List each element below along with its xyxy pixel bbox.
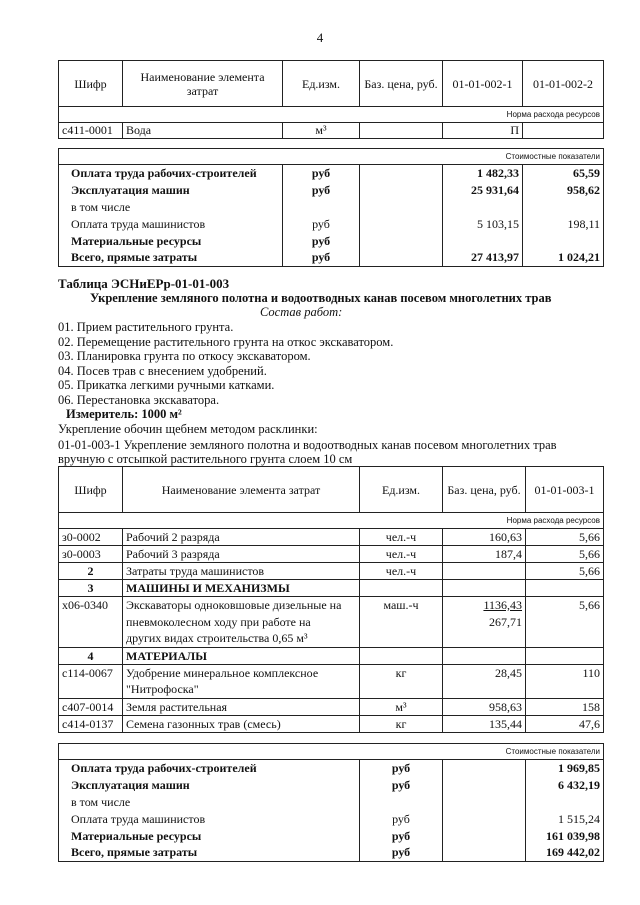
water-name: Вода [123,123,283,139]
resource-unit: чел.-ч [360,529,443,546]
resource-price [443,580,526,597]
resource-name: "Нитрофоска" [123,682,360,699]
water-col1: П [443,123,523,139]
cost-col1: 1 482,33 [443,165,523,182]
cost-col1: 1 515,24 [526,811,604,828]
cost-price [360,250,443,267]
header-code: Шифр [59,467,123,513]
cost-name: Материальные ресурсы [59,828,360,845]
resource-col1: 5,66 [526,546,604,563]
work-step: 05. Прикатка легкими ручными катками. [58,378,275,393]
resource-code: 3 [59,580,123,597]
resource-row [59,529,604,546]
resource-row [59,614,604,631]
header-col1: 01-01-003-1 [526,467,604,513]
work-step: 03. Планировка грунта по откосу экскаватором. [58,349,311,364]
cost-row [59,828,604,845]
note-line-3: вручную с отсыпкой растительного грунта слоем 10 см [58,452,353,466]
header-unit: Ед.изм. [283,61,360,107]
resource-unit [360,631,443,648]
resource-unit: чел.-ч [360,563,443,580]
cost-price [360,182,443,199]
resource-code: з0-0002 [59,529,123,546]
table-subtitle: Укрепление земляного полотна и водоотводных канав посевом многолетних трав [90,291,552,305]
cost-price [360,233,443,250]
cost-price [360,199,443,216]
resource-code: х06-0340 [59,597,123,614]
resource-col1 [526,648,604,665]
resource-price [443,648,526,665]
resource-code: с414-0137 [59,716,123,733]
cost-name: Эксплуатация машин [59,182,283,199]
resource-code [59,682,123,699]
resource-row [59,716,604,733]
cost-col2 [523,233,604,250]
cost-unit: руб [360,811,443,828]
cost-unit: руб [360,777,443,794]
resource-name: МАТЕРИАЛЫ [123,648,360,665]
cost-row [59,760,604,777]
cost-col2: 958,62 [523,182,604,199]
cost-col1 [443,233,523,250]
resource-price: 160,63 [443,529,526,546]
header-unit: Ед.изм. [360,467,443,513]
cost-price [443,845,526,862]
cost-price [443,811,526,828]
cost-col2: 1 024,21 [523,250,604,267]
resource-col1: 5,66 [526,563,604,580]
section-cost: Стоимостные показатели [59,744,604,760]
resource-col1: 5,66 [526,597,604,614]
cost-row [59,199,604,216]
resource-col1 [526,580,604,597]
cost-col1: 6 432,19 [526,777,604,794]
cost-col1: 25 931,64 [443,182,523,199]
cost-unit: руб [283,165,360,182]
resource-code: с114-0067 [59,665,123,682]
cost-row [59,182,604,199]
resource-name: Земля растительная [123,699,360,716]
resource-code [59,614,123,631]
resource-price: 187,4 [443,546,526,563]
resource-price: 267,71 [443,614,526,631]
cost-unit: руб [283,250,360,267]
cost-col1: 5 103,15 [443,216,523,233]
cost-unit: руб [360,828,443,845]
cost-unit [283,199,360,216]
cost-name: Всего, прямые затраты [59,845,360,862]
resource-price: 1136,43 [443,597,526,614]
header-code: Шифр [59,61,123,107]
cost-row [59,794,604,811]
table-01-01-002 [58,60,604,267]
resource-unit [360,580,443,597]
cost-col1: 1 969,85 [526,760,604,777]
resource-price [443,631,526,648]
cost-col1: 161 039,98 [526,828,604,845]
resource-name: Рабочий 2 разряда [123,529,360,546]
cost-unit: руб [360,760,443,777]
section-cost: Стоимостные показатели [59,149,604,165]
section-norm: Норма расхода ресурсов [59,513,604,529]
cost-col2: 65,59 [523,165,604,182]
resource-col1: 47,6 [526,716,604,733]
cost-name: в том числе [59,199,283,216]
resource-price [443,682,526,699]
cost-col1: 27 413,97 [443,250,523,267]
cost-row [59,216,604,233]
resource-row [59,563,604,580]
resource-name: других видах строительства 0,65 м³ [123,631,360,648]
cost-row [59,811,604,828]
resource-unit [360,614,443,631]
cost-name: Материальные ресурсы [59,233,283,250]
header-name: Наименование элемента затрат [123,61,283,107]
cost-name: Всего, прямые затраты [59,250,283,267]
note-line-2: 01-01-003-1 Укрепление земляного полотна и водоотводных канав посевом многолетних трав [58,438,557,452]
section-norm: Норма расхода ресурсов [59,107,604,123]
measure-unit: Измеритель: 1000 м² [66,407,182,421]
resource-row [59,597,604,614]
resource-name: Затраты труда машинистов [123,563,360,580]
cost-row [59,233,604,250]
cost-price [443,794,526,811]
cost-col2: 198,11 [523,216,604,233]
resource-col1: 158 [526,699,604,716]
cost-unit: руб [360,845,443,862]
resource-name: Удобрение минеральное комплексное [123,665,360,682]
cost-price [360,216,443,233]
cost-col1 [526,794,604,811]
cost-name: Оплата труда рабочих-строителей [59,760,360,777]
resource-unit: чел.-ч [360,546,443,563]
cost-price [443,760,526,777]
resource-row [59,580,604,597]
cost-name: Эксплуатация машин [59,777,360,794]
cost-unit: руб [283,182,360,199]
resource-name: пневмоколесном ходу при работе на [123,614,360,631]
resource-row [59,631,604,648]
work-step: 06. Перестановка экскаватора. [58,393,220,407]
work-step: 02. Перемещение растительного грунта на откос экскаватором. [58,334,394,349]
resource-price: 135,44 [443,716,526,733]
resource-row [59,648,604,665]
header-col2: 01-01-002-2 [523,61,604,107]
cost-row [59,845,604,862]
resource-code: 2 [59,563,123,580]
cost-price [443,828,526,845]
composition-heading: Состав работ: [260,305,343,319]
cost-unit: руб [283,216,360,233]
resource-row [59,699,604,716]
resource-unit [360,648,443,665]
cost-col1: 169 442,02 [526,845,604,862]
cost-name: Оплата труда машинистов [59,811,360,828]
cost-name: Оплата труда рабочих-строителей [59,165,283,182]
work-step: 01. Прием растительного грунта. [58,320,234,334]
resource-row [59,665,604,682]
cost-price [360,165,443,182]
resource-name: МАШИНЫ И МЕХАНИЗМЫ [123,580,360,597]
water-unit: м³ [283,123,360,139]
resource-unit [360,682,443,699]
cost-price [443,777,526,794]
note-line-1: Укрепление обочин щебнем методом расклинки: [58,422,318,436]
cost-unit [360,794,443,811]
cost-unit: руб [283,233,360,250]
resource-price: 958,63 [443,699,526,716]
resource-price [443,563,526,580]
header-price: Баз. цена, руб. [360,61,443,107]
resource-name: Экскаваторы одноковшовые дизельные на [123,597,360,614]
header-price: Баз. цена, руб. [443,467,526,513]
cost-name: в том числе [59,794,360,811]
resource-code [59,631,123,648]
resource-unit: маш.-ч [360,597,443,614]
resource-col1 [526,682,604,699]
table-title: Таблица ЭСНиЕРр-01-01-003 [58,276,230,291]
resource-unit: м³ [360,699,443,716]
resource-row [59,682,604,699]
resource-col1 [526,614,604,631]
cost-name: Оплата труда машинистов [59,216,283,233]
resource-unit: кг [360,716,443,733]
resource-code: с407-0014 [59,699,123,716]
cost-col1 [443,199,523,216]
resource-name: Семена газонных трав (смесь) [123,716,360,733]
cost-row [59,165,604,182]
resource-col1 [526,631,604,648]
cost-row [59,777,604,794]
resource-code: 4 [59,648,123,665]
resource-name: Рабочий 3 разряда [123,546,360,563]
header-name: Наименование элемента затрат [123,467,360,513]
work-step: 04. Посев трав с внесением удобрений. [58,363,267,378]
table-01-01-003 [58,466,604,862]
page-number: 4 [316,30,324,45]
resource-code: з0-0003 [59,546,123,563]
resource-price: 28,45 [443,665,526,682]
water-code: с411-0001 [59,123,123,139]
header-col1: 01-01-002-1 [443,61,523,107]
resource-col1: 5,66 [526,529,604,546]
resource-col1: 110 [526,665,604,682]
resource-row [59,546,604,563]
cost-col2 [523,199,604,216]
resource-unit: кг [360,665,443,682]
cost-row [59,250,604,267]
